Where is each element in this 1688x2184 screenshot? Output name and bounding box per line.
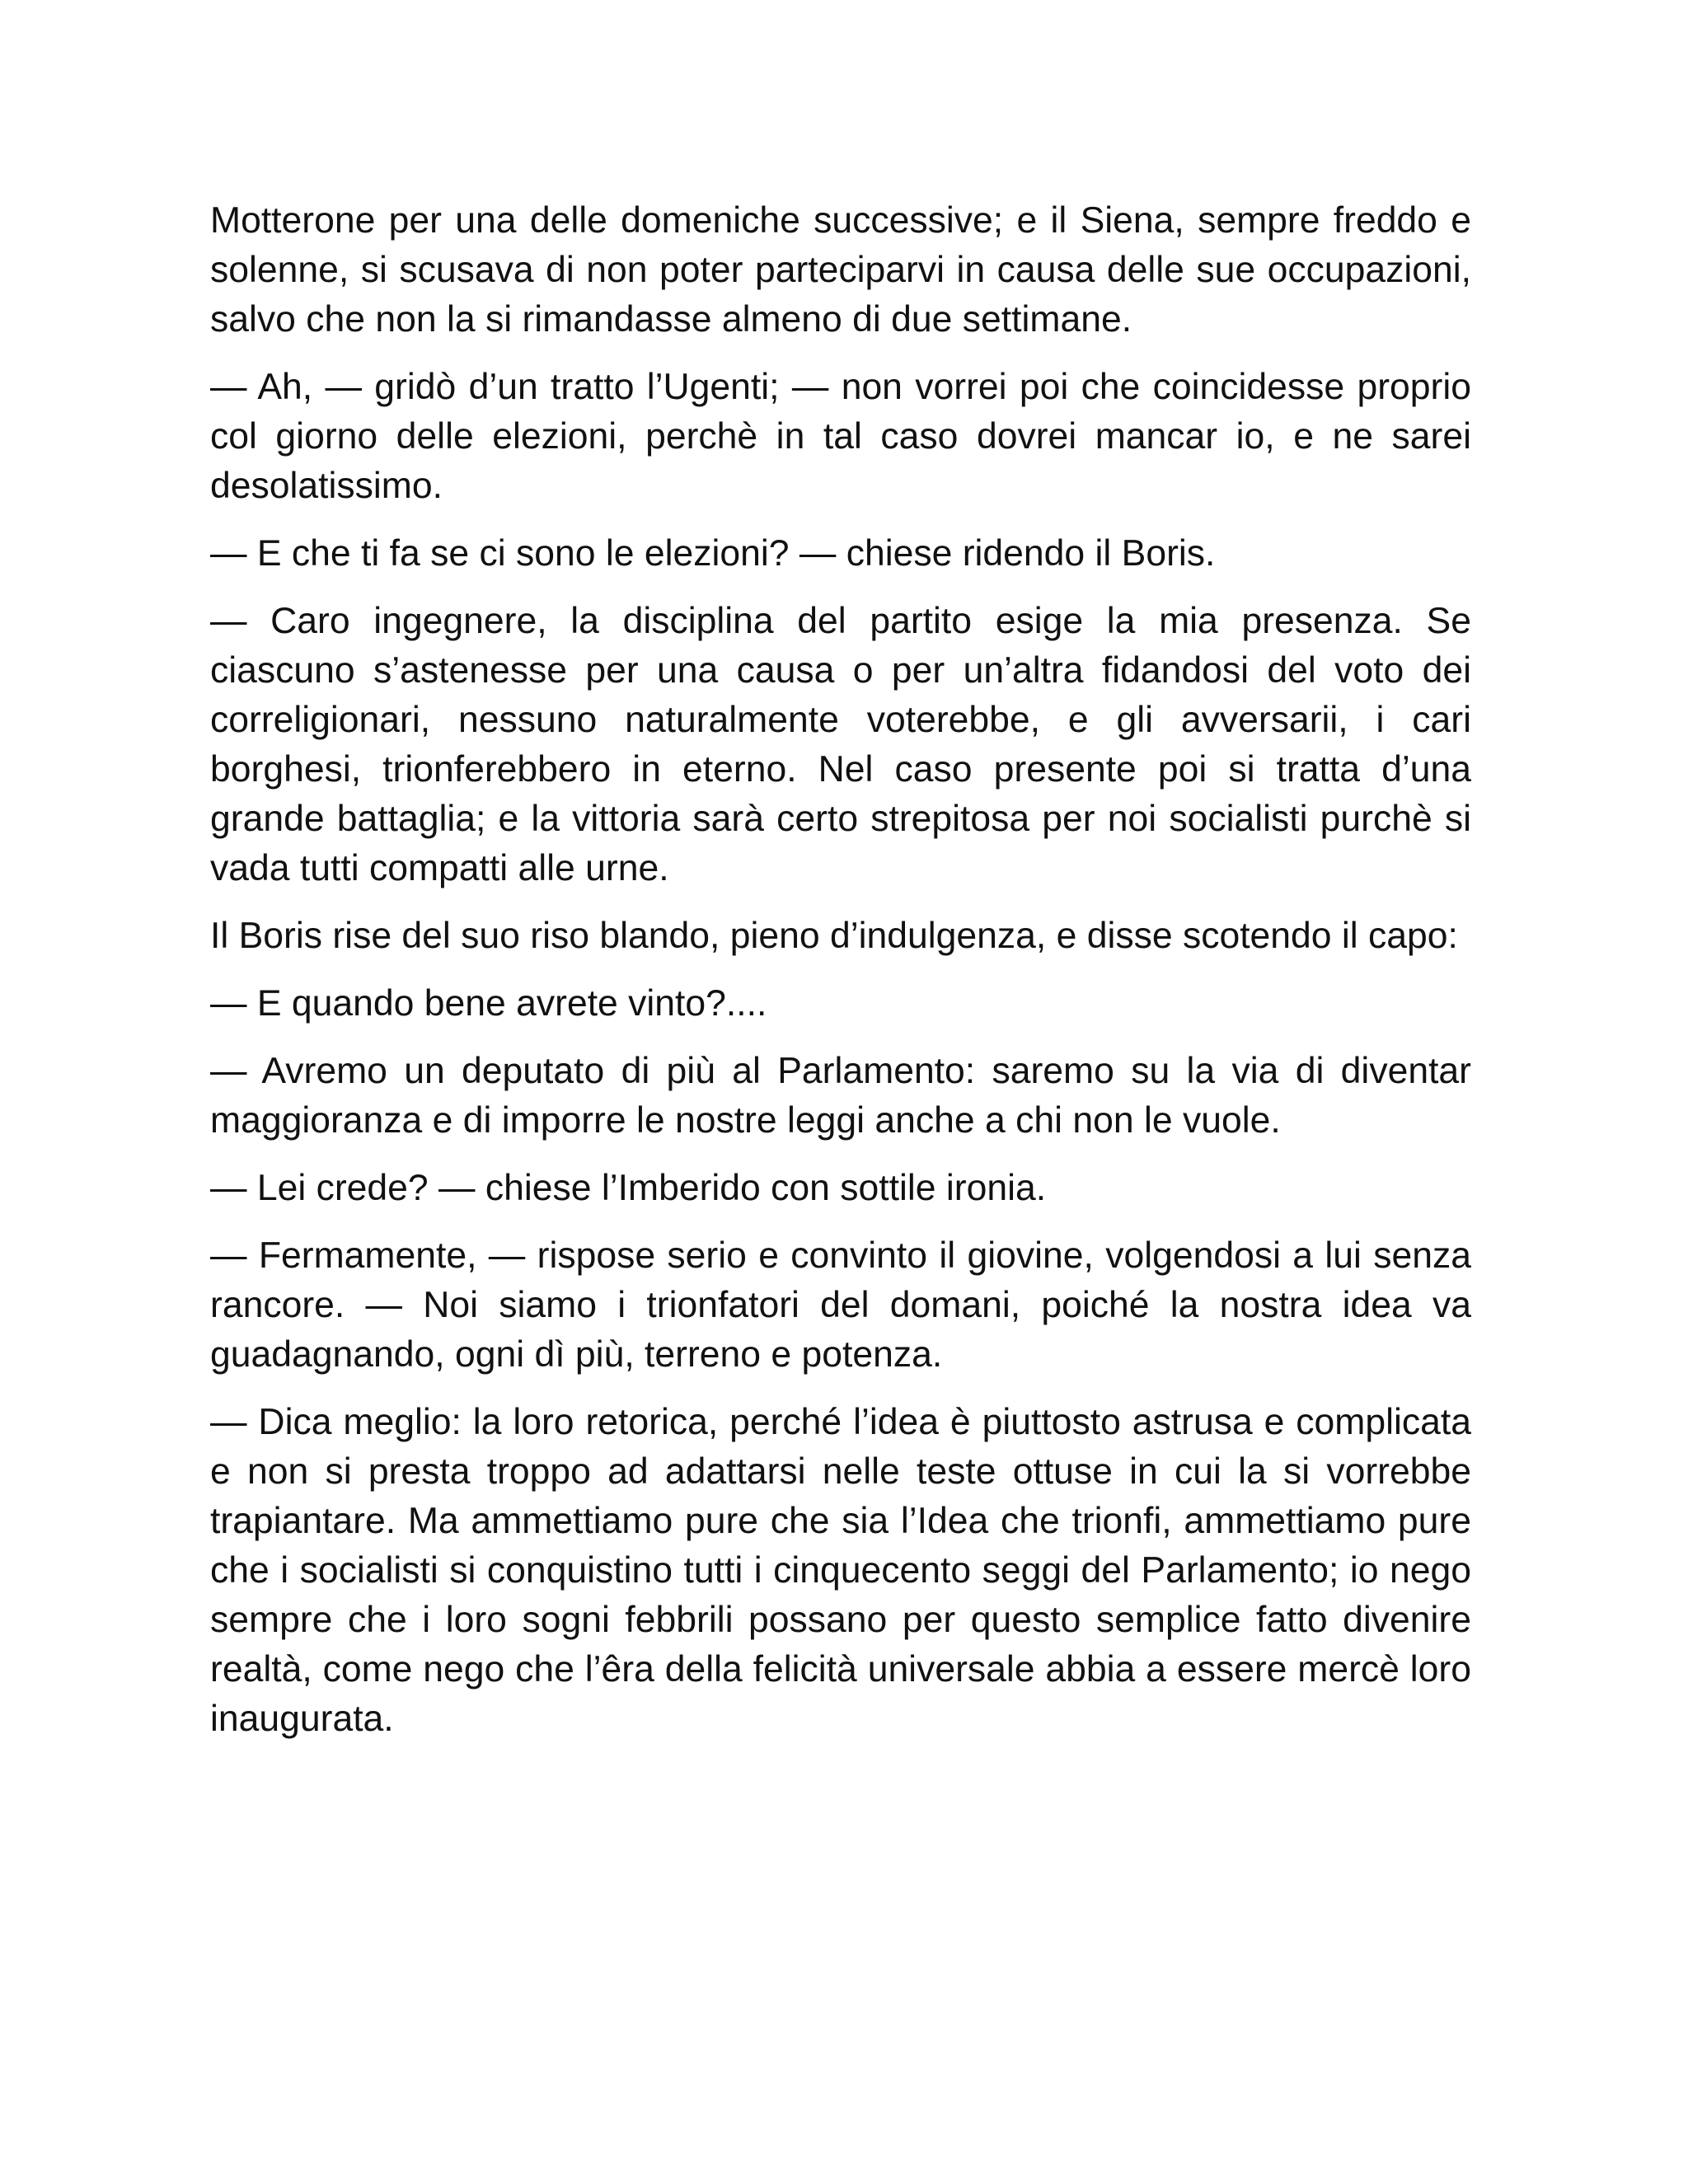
paragraph-10: — Dica meglio: la loro retorica, perché l’idea è piuttosto astrusa e complicata e non si presta troppo ad adattarsi nelle teste ottuse in cui la si vorrebbe trapiantare. Ma ammettiamo pure che sia l’Idea che trionfi, ammettiamo pure che i socialisti si conquistino tutti i cinquecento seggi del Parlamento; io nego sempre che i loro sogni febbrili possano per questo semplice fatto divenire realtà, come nego che l’êra della felicità universale abbia a essere mercè loro inaugurata.: [210, 1402, 1471, 1739]
paragraph-4: — Caro ingegnere, la disciplina del partito esige la mia presenza. Se ciascuno s’astenesse per una causa o per un’altra fidandosi del voto dei correligionari, nessuno naturalmente voterebbe, e gli avversarii, i cari borghesi, trionferebbero in eterno. Nel caso presente poi si tratta d’una grande battaglia; e la vittoria sarà certo strepitosa per noi socialisti purchè si vada tutti compatti alle urne.: [210, 601, 1471, 888]
paragraph-3: — E che ti fa se ci sono le elezioni? — chiese ridendo il Boris.: [210, 533, 1216, 574]
paragraph-2: — Ah, — gridò d’un tratto l’Ugenti; — non vorrei poi che coincidesse proprio col giorno delle elezioni, perchè in tal caso dovrei mancar io, e ne sarei desolatissimo.: [210, 367, 1471, 506]
paragraph-9: — Fermamente, — rispose serio e convinto il giovine, volgendosi a lui senza rancore. — Noi siamo i trionfatori del domani, poiché la nostra idea va guadagnando, ogni dì più, terreno e potenza.: [210, 1235, 1471, 1375]
paragraph-1: Motterone per una delle domeniche successive; e il Siena, sempre freddo e solenne, si scusava di non poter parteciparvi in causa delle sue occupazioni, salvo che non la si rimandasse almeno di due settimane.: [210, 200, 1471, 340]
paragraph-7: — Avremo un deputato di più al Parlamento: saremo su la via di diventar maggioranza e di imporre le nostre leggi anche a chi non le vuole.: [210, 1051, 1471, 1141]
paragraph-8: — Lei crede? — chiese l’Imberido con sottile ironia.: [210, 1168, 1047, 1208]
page-body: [210, 196, 1471, 1762]
paragraph-5: Il Boris rise del suo riso blando, pieno d’indulgenza, e disse scotendo il capo:: [210, 916, 1458, 956]
paragraph-6: — E quando bene avrete vinto?....: [210, 983, 767, 1024]
